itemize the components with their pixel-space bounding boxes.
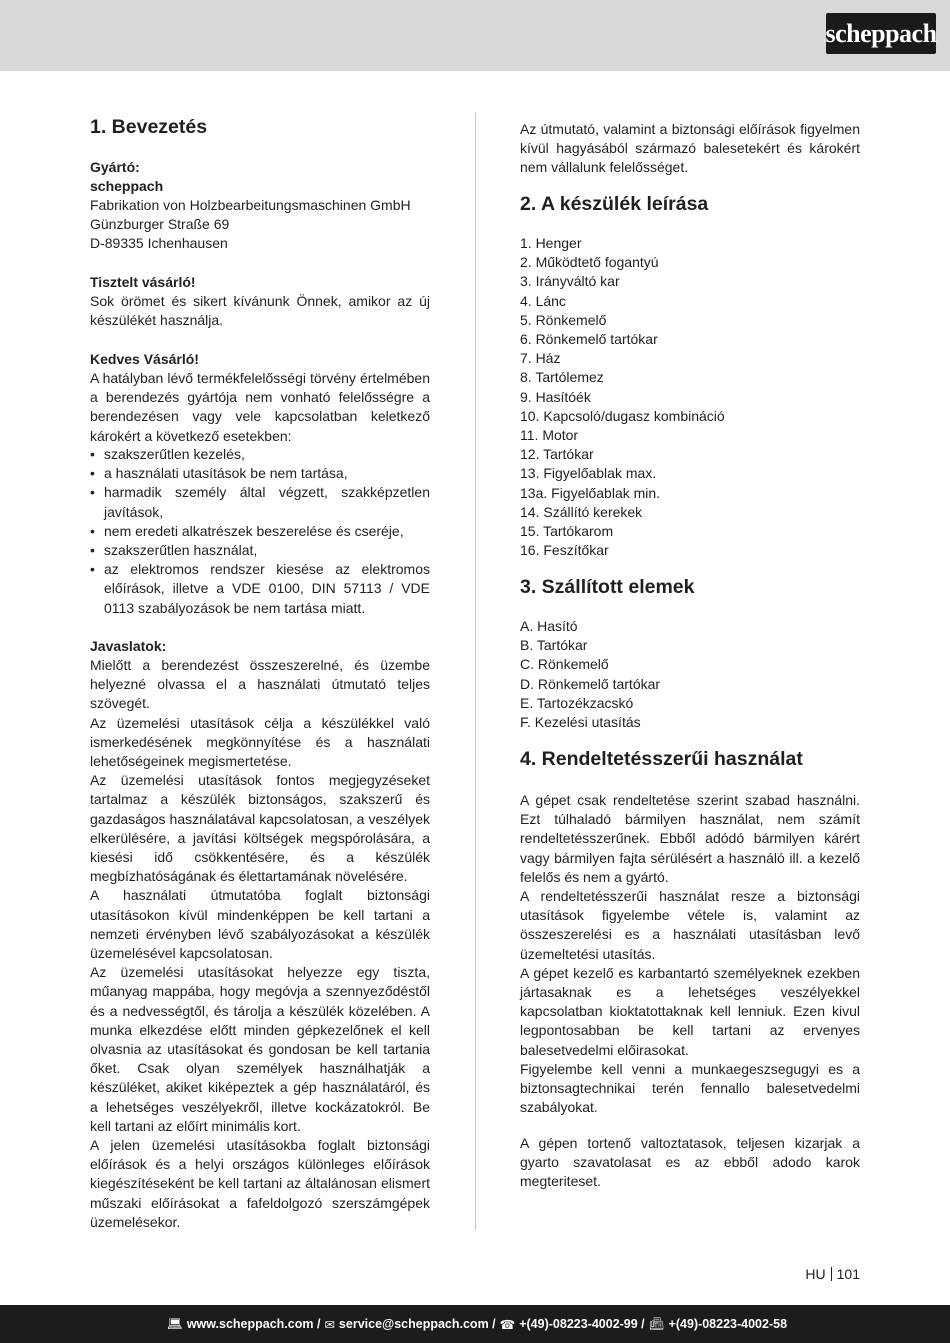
greeting-2: Kedves Vásárló! xyxy=(90,351,199,367)
recommendations-body xyxy=(90,656,430,1232)
list-item: 9. Hasítóék xyxy=(520,388,591,405)
footer-phone: +(49)-08223-4002-99 / xyxy=(519,1317,645,1331)
list-item: • szakszerűtlen használat, xyxy=(90,541,430,560)
list-item: 5. Rönkemelő xyxy=(520,311,607,328)
footer-email[interactable]: service@scheppach.com / xyxy=(338,1317,496,1331)
section-2-title: 2. A készülék leírása xyxy=(520,193,709,215)
list-item: 2. Működtető fogantyú xyxy=(520,254,659,271)
parts-list xyxy=(520,234,860,560)
greeting-1: Tisztelt vásárló! xyxy=(90,274,196,290)
recommendation-paragraph: A jelen üzemelési utasításokba foglalt biztonsági előírások és a helyi országos különleges előírások kiegészítéseként be kell tartani az általánosan elismert műszaki előírásokat a fafeldolgozó szerszámgépek üzemelésekor. xyxy=(90,1137,430,1230)
list-item: 15. Tartókarom xyxy=(520,523,614,540)
list-item: 6. Rönkemelő tartókar xyxy=(520,331,658,348)
intended-use-paragraph: Figyelembe kell venni a munkaegeszsegugyi es a biztonsagtechnikai terén fennallo balesetvedelmi szabályokat. xyxy=(520,1060,860,1116)
intended-use-paragraph: A rendeltetésszerűi használat resze a biztonsági utasítások figyelembe vétele is, valamint az összeszerelési es a használati utasításban levő üzemeltetési utasítás. xyxy=(520,888,860,962)
list-item: 13. Figyelőablak max. xyxy=(520,465,657,482)
address-line-3: D-89335 Ichenhausen xyxy=(90,235,228,251)
liability-intro: Az útmutató, valamint a biztonsági előírások figyelmen kívül hagyásából származó balesetekért és károkért nem vállalunk felelősséget. xyxy=(520,121,860,176)
list-item: 11. Motor xyxy=(520,427,579,444)
list-item: C. Rönkemelő xyxy=(520,656,609,673)
list-item: • nem eredeti alkatrészek beszerelése és cseréje, xyxy=(90,522,430,541)
recommendation-paragraph: Az üzemelési utasításokat helyezze egy tiszta, műanyag mappába, hogy megóvja a szennyeződéstől és a nedvességtől, és tárolja a készülék közelében. A munka elkezdése előtt minden gépkezelőnek el kell olvasnia az utasításokat és gondosan be kell tartania őket. Csak olyan személyek használhatják a készüléket, akiket kiképeztek a gép használatáról, és a lehetséges veszélyekről, illetve kockázatokról. Be kell tartani az előírt minimális kort. xyxy=(90,964,430,1134)
list-item: • szakszerűtlen kezelés, xyxy=(90,445,430,464)
greeting-1-text: Sok örömet és sikert kívánunk Önnek, amikor az új készülékét használja. xyxy=(90,293,430,329)
address-line-1: Fabrikation von Holzbearbeitungsmaschinen GmbH xyxy=(90,197,411,213)
header-band xyxy=(0,0,950,71)
page-number xyxy=(790,1265,860,1284)
fax-icon: 📠︎ xyxy=(648,1316,665,1331)
list-item: D. Rönkemelő tartókar xyxy=(520,675,661,692)
column-divider xyxy=(475,113,476,1230)
modification-warning: A gépen tortenő valtoztatasok, teljesen kizarjak a gyarto szavatolasat es az ebből adodo karok megteriteset. xyxy=(520,1135,860,1190)
manufacturer-label: Gyártó: xyxy=(90,159,140,175)
phone-icon: ☎︎ xyxy=(499,1317,516,1332)
footer-fax: +(49)-08223-4002-58 xyxy=(668,1317,788,1331)
footer-bar xyxy=(0,1305,950,1343)
list-item: E. Tartozékzacskó xyxy=(520,694,634,711)
list-item: A. Hasító xyxy=(520,618,578,634)
recommendation-paragraph: A használati útmutatóba foglalt biztonsági utasításokon kívül mindenképpen be kell tartani a nemzeti érvényben lévő szabályozásokat a készülék üzemelésével kapcsolatosan. xyxy=(90,887,430,962)
list-item: F. Kezelési utasítás xyxy=(520,714,641,731)
list-item: B. Tartókar xyxy=(520,637,588,654)
list-item: 12. Tartókar xyxy=(520,446,594,463)
liability-text: A hatályban lévő termékfelelősségi törvény értelmében a berendezés gyártója nem vonható felelősségre a berendezésen vagy vele kapcsolatban keletkező károkért a következő esetekben: xyxy=(90,370,430,444)
language-code: HU xyxy=(805,1266,826,1282)
list-item: 1. Henger xyxy=(520,235,582,251)
recommendation-paragraph: Az üzemelési utasítások célja a készülékkel való ismerkedésének megkönnyítése és a használati lehetőségeinek megismertetése. xyxy=(90,714,430,770)
list-item: 14. Szállító kerekek xyxy=(520,503,643,520)
page-number-value: 101 xyxy=(836,1266,860,1282)
section-4-title: 4. Rendeltetésszerűi használat xyxy=(520,748,803,770)
recommendations-label: Javaslatok: xyxy=(90,638,167,654)
intended-use-body xyxy=(520,791,860,1117)
address-line-2: Günzburger Straße 69 xyxy=(90,216,230,232)
list-item: 4. Lánc xyxy=(520,292,566,309)
recommendation-paragraph: Mielőtt a berendezést összeszerelné, és üzembe helyezné olvassa el a használati útmutató teljes szövegét. xyxy=(90,657,430,712)
list-item: 8. Tartólemez xyxy=(520,369,604,386)
list-item: • harmadik személy által végzett, szakképzetlen javítások, xyxy=(90,483,430,521)
footer-website[interactable]: www.scheppach.com / xyxy=(186,1317,321,1331)
computer-icon: 💻︎ xyxy=(166,1316,183,1331)
delivered-items-list xyxy=(520,617,860,732)
list-item: 16. Feszítőkar xyxy=(520,542,609,559)
intended-use-paragraph: A gépet kezelő es karbantartó személyeknek ezekben jártasaknak es a lehetséges veszélyekkel kapcsolatban kioktatottaknak kell lenniuk. Ezen kivul legpontosabban be kell tartani az ervenyes balesetvedelmi előirasokat. xyxy=(520,964,860,1058)
section-1-title: 1. Bevezetés xyxy=(90,116,208,138)
recommendation-paragraph: Az üzemelési utasítások fontos megjegyzéseket tartalmaz a készülék biztonságos, szakszerű és gazdaságos használatával kapcsolatosan, a veszélyek elkerülésére, a javítási költségek megspórolására, a kiesési idő csökkentésére, és a készülék megbízhatóságának és élettartamának növelésére. xyxy=(90,772,430,885)
list-item: 13a. Figyelőablak min. xyxy=(520,484,661,501)
section-3-title: 3. Szállított elemek xyxy=(520,576,695,598)
liability-bullet-list xyxy=(90,445,430,618)
list-item: • a használati utasítások be nem tartása, xyxy=(90,464,430,483)
list-item: 10. Kapcsoló/dugasz kombináció xyxy=(520,407,725,424)
scheppach-logo: scheppach xyxy=(826,13,936,54)
list-item: • az elektromos rendszer kiesése az elektromos előírások, illetve a VDE 0100, DIN 57113 / VDE 0113 szabályozások be nem tartása miatt. xyxy=(90,560,430,618)
list-item: 7. Ház xyxy=(520,350,561,367)
email-icon: ✉︎ xyxy=(324,1317,335,1332)
page-number-separator xyxy=(831,1267,832,1281)
manufacturer-name: scheppach xyxy=(90,178,164,194)
list-item: 3. Irányváltó kar xyxy=(520,273,620,290)
intended-use-paragraph: A gépet csak rendeltetése szerint szabad használni. Ezt túlhaladó bármilyen használat, nem számít rendeltetésszerűnek. Ebből adódó bármilyen kárért vagy bármilyen fajta sérülésért a használó ill. a kezelő felelős és nem a gyártó. xyxy=(520,792,860,885)
